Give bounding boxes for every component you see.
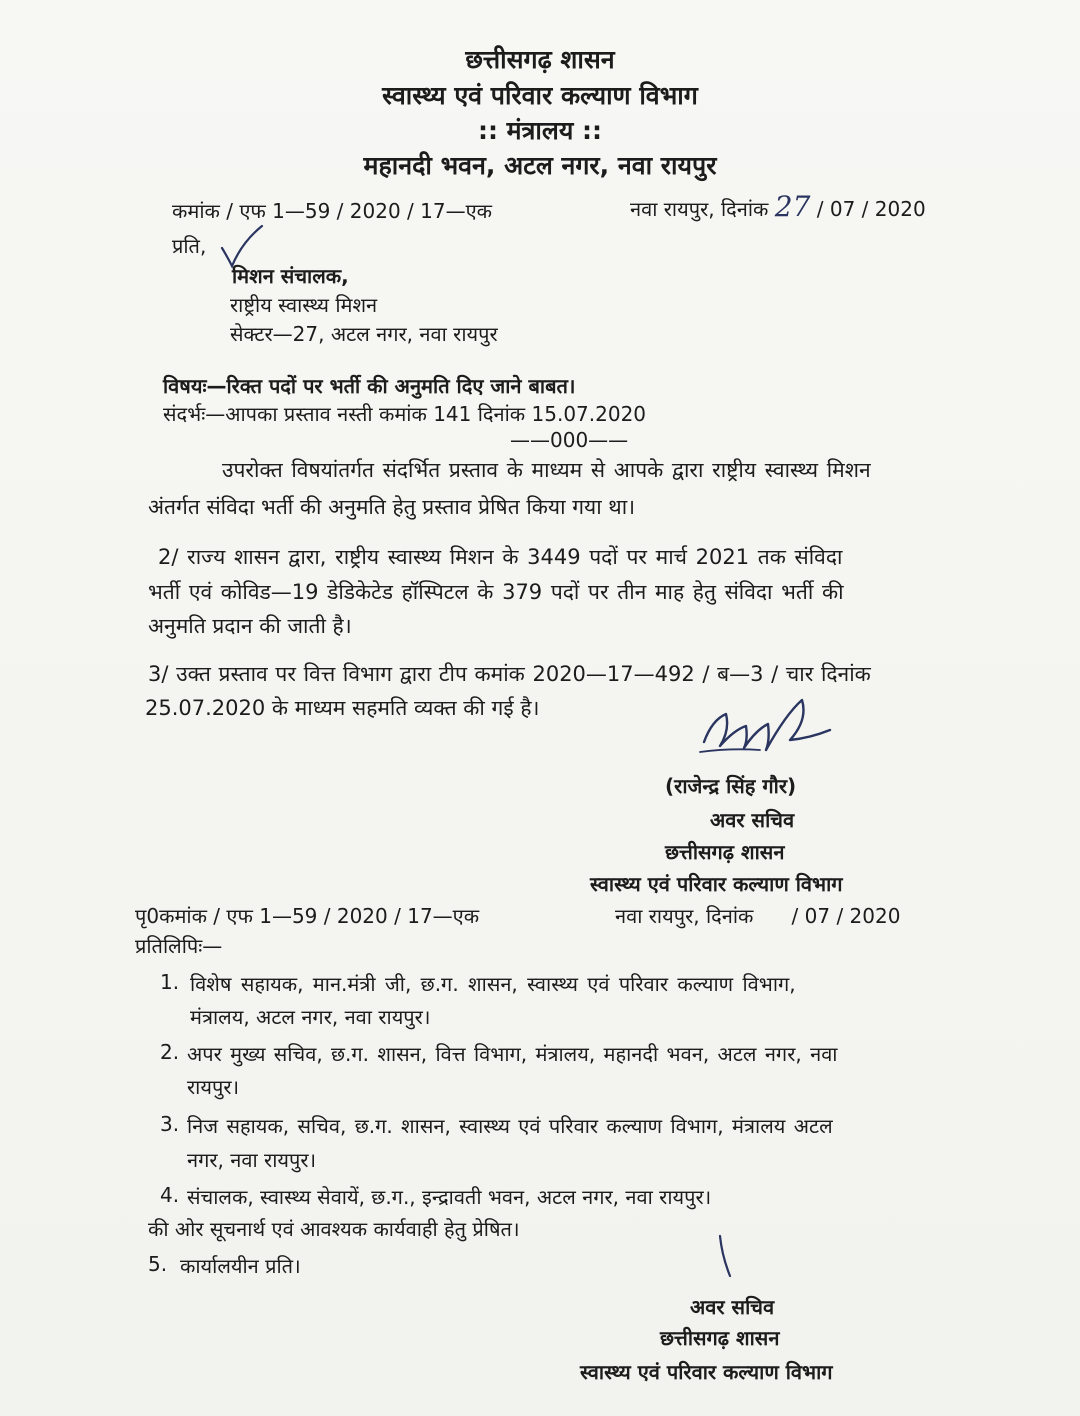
- signatory-org1: छत्तीसगढ़ शासन: [665, 840, 785, 864]
- footer-org2: स्वास्थ्य एवं परिवार कल्याण विभाग: [580, 1360, 833, 1384]
- copy-item-1-line2: मंत्रालय, अटल नगर, नवा रायपुर।: [190, 1005, 431, 1029]
- header-state: छत्तीसगढ़ शासन: [465, 45, 615, 74]
- footer-designation: अवर सचिव: [690, 1295, 775, 1319]
- header-department: स्वास्थ्य एवं परिवार कल्याण विभाग: [382, 81, 698, 110]
- addressee-line3: सेक्टर—27, अटल नगर, नवा रायपुर: [230, 322, 498, 346]
- header-ministry: :: मंत्रालय ::: [477, 116, 603, 145]
- copy-item-3-line2: नगर, नवा रायपुर।: [187, 1148, 317, 1172]
- copy-item-4-num: 4.: [160, 1183, 180, 1207]
- date-rest: / 07 / 2020: [816, 197, 926, 221]
- signatory-designation: अवर सचिव: [710, 808, 795, 832]
- endorsement-number: पृ0कमांक / एफ 1—59 / 2020 / 17—एक: [135, 904, 480, 928]
- signatory-name: (राजेन्द्र सिंह गौर): [665, 774, 797, 798]
- reference: संदर्भः—आपका प्रस्ताव नस्ती कमांक 141 दिनांक 15.07.2020: [163, 402, 647, 426]
- copy-item-1-num: 1.: [160, 970, 180, 994]
- para2-line3: अनुमति प्रदान की जाती है।: [148, 614, 352, 638]
- copy-item-2-line2: रायपुर।: [187, 1075, 240, 1099]
- subject: विषयः—रिक्त पदों पर भर्ती की अनुमति दिए जाने बाबत।: [163, 374, 576, 398]
- addressee-name: मिशन संचालक,: [232, 264, 349, 288]
- para1-line1: उपरोक्त विषयांतर्गत संदर्भित प्रस्ताव के माध्यम से आपके द्वारा राष्ट्रीय स्वास्थ्य मिशन: [222, 458, 871, 482]
- para3-line1: 3/ उक्त प्रस्ताव पर वित्त विभाग द्वारा टीप कमांक 2020—17—492 / ब—3 / चार दिनांक: [148, 662, 871, 686]
- copy-item-2-num: 2.: [160, 1040, 180, 1064]
- copy-label: प्रतिलिपिः—: [135, 934, 223, 958]
- para1-line2: अंतर्गत संविदा भर्ती की अनुमति हेतु प्रस्ताव प्रेषित किया गया था।: [148, 495, 636, 519]
- addressee-line2: राष्ट्रीय स्वास्थ्य मिशन: [230, 293, 378, 317]
- copy-item-5-num: 5.: [148, 1252, 168, 1276]
- place-date-prefix: नवा रायपुर, दिनांक: [630, 197, 769, 221]
- para2-line1: 2/ राज्य शासन द्वारा, राष्ट्रीय स्वास्थ्य मिशन के 3449 पदों पर मार्च 2021 तक संविदा: [158, 545, 843, 569]
- to-prefix: प्रति,: [172, 234, 207, 258]
- copy-item-1-line1: विशेष सहायक, मान.मंत्री जी, छ.ग. शासन, स्वास्थ्य एवं परिवार कल्याण विभाग,: [190, 972, 796, 996]
- forwarding-note: की ओर सूचनार्थ एवं आवश्यक कार्यवाही हेतु प्रेषित।: [148, 1217, 520, 1241]
- para2-line2: भर्ती एवं कोविड—19 डेडिकेटेड हॉस्पिटल के 379 पदों पर तीन माह हेतु संविदा भर्ती की: [148, 580, 844, 604]
- copy-item-5-line1: कार्यालयीन प्रति।: [180, 1254, 301, 1278]
- handwritten-mark: [710, 1232, 740, 1282]
- signature-image: [690, 690, 840, 770]
- copy-item-2-line1: अपर मुख्य सचिव, छ.ग. शासन, वित्त विभाग, मंत्रालय, महानदी भवन, अटल नगर, नवा: [187, 1042, 838, 1066]
- endorsement-place-date: नवा रायपुर, दिनांक / 07 / 2020: [615, 904, 901, 928]
- copy-item-3-line1: निज सहायक, सचिव, छ.ग. शासन, स्वास्थ्य एवं परिवार कल्याण विभाग, मंत्रालय अटल: [187, 1114, 833, 1138]
- separator: ——000——: [510, 428, 629, 452]
- header-address: महानदी भवन, अटल नगर, नवा रायपुर: [363, 151, 717, 180]
- copy-item-3-num: 3.: [160, 1112, 180, 1136]
- copy-item-4-line1: संचालक, स्वास्थ्य सेवायें, छ.ग., इन्द्रावती भवन, अटल नगर, नवा रायपुर।: [187, 1185, 712, 1209]
- reference-number: कमांक / एफ 1—59 / 2020 / 17—एक: [172, 199, 492, 223]
- footer-org1: छत्तीसगढ़ शासन: [660, 1326, 780, 1350]
- handwritten-date-day: 27: [774, 190, 811, 223]
- signatory-org2: स्वास्थ्य एवं परिवार कल्याण विभाग: [590, 872, 843, 896]
- para3-line2: 25.07.2020 के माध्यम सहमति व्यक्त की गई है।: [145, 696, 540, 720]
- place-date: [630, 190, 926, 223]
